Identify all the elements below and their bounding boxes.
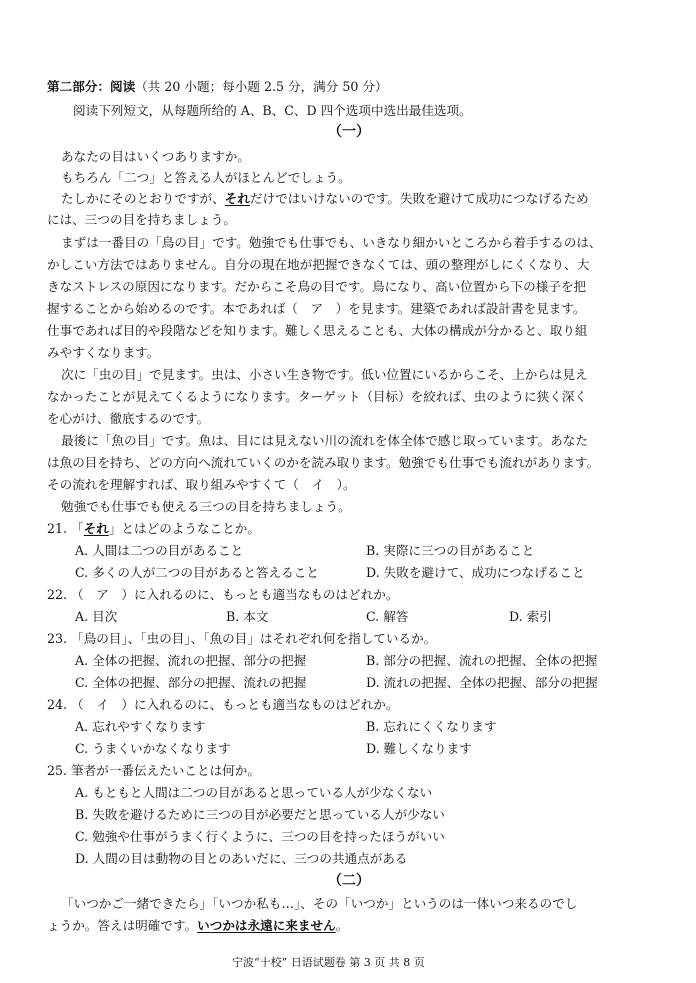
passage-1-line: なかったことが見えてくるようになります。ターゲット（目标）を絞れば、虫のように狭く深く	[47, 389, 588, 404]
underlined-itsuka: いつかは永遠に来ません	[197, 918, 336, 933]
instruction-text: 阅读下列短文，从每题所给的 A、B、C、D 四个选项中选出最佳选项。	[73, 103, 472, 118]
passage-1-line: きなストレスの原因になります。だからこそ鳥の目です。鳥になり、高い位置から下の様子を把	[47, 279, 587, 294]
question-22-option-d[interactable]: D. 索引	[509, 609, 552, 624]
underlined-sore: それ	[83, 521, 109, 536]
question-25-option-c[interactable]: C. 勉強や仕事がうまく行くように、三つの目を持ったほうがいい	[75, 829, 445, 844]
question-22-option-a[interactable]: A. 目次	[75, 609, 118, 624]
passage-2-line: 「いつかご一緒できたら」「いつか私も…」、その「いつか」というのは一体いつ来るのでし	[61, 896, 578, 911]
question-22-option-b[interactable]: B. 本文	[226, 609, 269, 624]
passage-1-line: 握することから始めるのです。本であれば（ ア ）を見ます。建築であれば設計書を見ます。	[47, 301, 586, 316]
question-21-option-a[interactable]: A. 人間は二つの目があること	[75, 543, 244, 558]
question-21-option-c[interactable]: C. 多くの人が二つの目があると答えること	[75, 565, 319, 580]
question-21-option-d[interactable]: D. 失敗を避けて、成功につなげること	[366, 565, 585, 580]
question-24-option-d[interactable]: D. 難しくなります	[366, 741, 472, 756]
question-23-stem: 23. 「鳥の目」、「虫の目」、「魚の目」はそれぞれ何を指しているか。	[47, 631, 437, 646]
question-22-option-c[interactable]: C. 解答	[366, 609, 409, 624]
section-header	[47, 76, 388, 97]
passage-1-line: もちろん「二つ」と答える人がほとんどでしょう。	[61, 170, 351, 185]
section-title: 第二部分：阅读	[47, 79, 136, 94]
question-24-stem: 24. （ イ ）に入れるのに、もっとも適当なものはどれか。	[47, 697, 399, 712]
question-25-option-a[interactable]: A. もともと人間は二つの目があると思っている人が少なくない	[75, 785, 433, 800]
section-rule: （共 20 小题；每小题 2.5 分，满分 50 分）	[135, 79, 388, 94]
passage-1-line: には、三つの目を持ちましょう。	[47, 212, 236, 227]
question-22-stem: 22. （ ア ）に入れるのに、もっとも適当なものはどれか。	[47, 587, 399, 602]
passage-1-heading: （一）	[328, 124, 370, 140]
question-25-option-b[interactable]: B. 失敗を避けるために三つの目が必要だと思っている人が少ない	[75, 807, 445, 822]
underlined-sore: それ	[224, 191, 250, 206]
passage-1-line: かしこい方法ではありません。自分の現在地が把握できなくては、頭の整理がしにくくなり、大	[47, 257, 590, 272]
passage-1-line: は魚の目を持ち、どの方向へ流れていくのかを読み取ります。勉強でも仕事でも流れがあります。	[47, 455, 600, 470]
passage-1-line: あなたの目はいくつありますか。	[61, 149, 250, 164]
passage-1-line: まずは一番目の「鳥の目」です。勉強でも仕事でも、いきなり細かいところから着手するのは、	[61, 235, 602, 250]
passage-1-line: その流れを理解すれば、取り組みやすくて（ イ ）。	[47, 477, 356, 492]
question-23-option-d[interactable]: D. 流れの把握、全体の把握、部分の把握	[366, 675, 598, 690]
passage-1-line: みやすくなります。	[47, 345, 160, 360]
passage-1-line: 勉強でも仕事でも使える三つの目を持ちましょう。	[61, 499, 351, 514]
passage-1-line: 仕事であれば目的や段階などを知ります。難しく思えることも、大体の構成が分かると、取り組	[47, 323, 588, 338]
question-24-option-a[interactable]: A. 忘れやすくなります	[75, 719, 206, 734]
question-25-option-d[interactable]: D. 人間の目は動物の目とのあいだに、三つの共通点がある	[75, 851, 408, 866]
passage-1-line: を心がけ、徹底するのです。	[47, 411, 210, 426]
question-23-option-a[interactable]: A. 全体の把握、流れの把握、部分の把握	[75, 653, 307, 668]
question-21-stem: 21. 「それ」とはどのようなことか。	[47, 521, 260, 536]
page-footer: 宁波“十校” 日语试题卷 第 3 页 共 8 页	[232, 956, 425, 969]
question-21-option-b[interactable]: B. 実際に三つの目があること	[366, 543, 535, 558]
passage-1-line: たしかにそのとおりですが、それだけではいけないのです。失敗を避けて成功につなげるため	[61, 191, 589, 206]
passage-1-line: 次に「虫の目」で見ます。虫は、小さい生き物です。低い位置にいるからこそ、上からは見え	[61, 367, 588, 382]
question-24-option-c[interactable]: C. うまくいかなくなります	[75, 741, 231, 756]
question-23-option-b[interactable]: B. 部分の把握、流れの把握、全体の把握	[366, 653, 598, 668]
question-25-stem: 25. 筆者が一番伝えたいことは何か。	[47, 763, 260, 778]
passage-2-line: ょうか。答えは明確です。いつかは永遠に来ません。	[47, 918, 349, 933]
passage-2-heading: （二）	[328, 873, 370, 889]
question-24-option-b[interactable]: B. 忘れにくくなります	[366, 719, 497, 734]
question-23-option-c[interactable]: C. 全体の把握、部分の把握、流れの把握	[75, 675, 307, 690]
passage-1-line: 最後に「魚の目」です。魚は、目には見えない川の流れを体全体で感じ取っています。あなた	[61, 433, 588, 448]
